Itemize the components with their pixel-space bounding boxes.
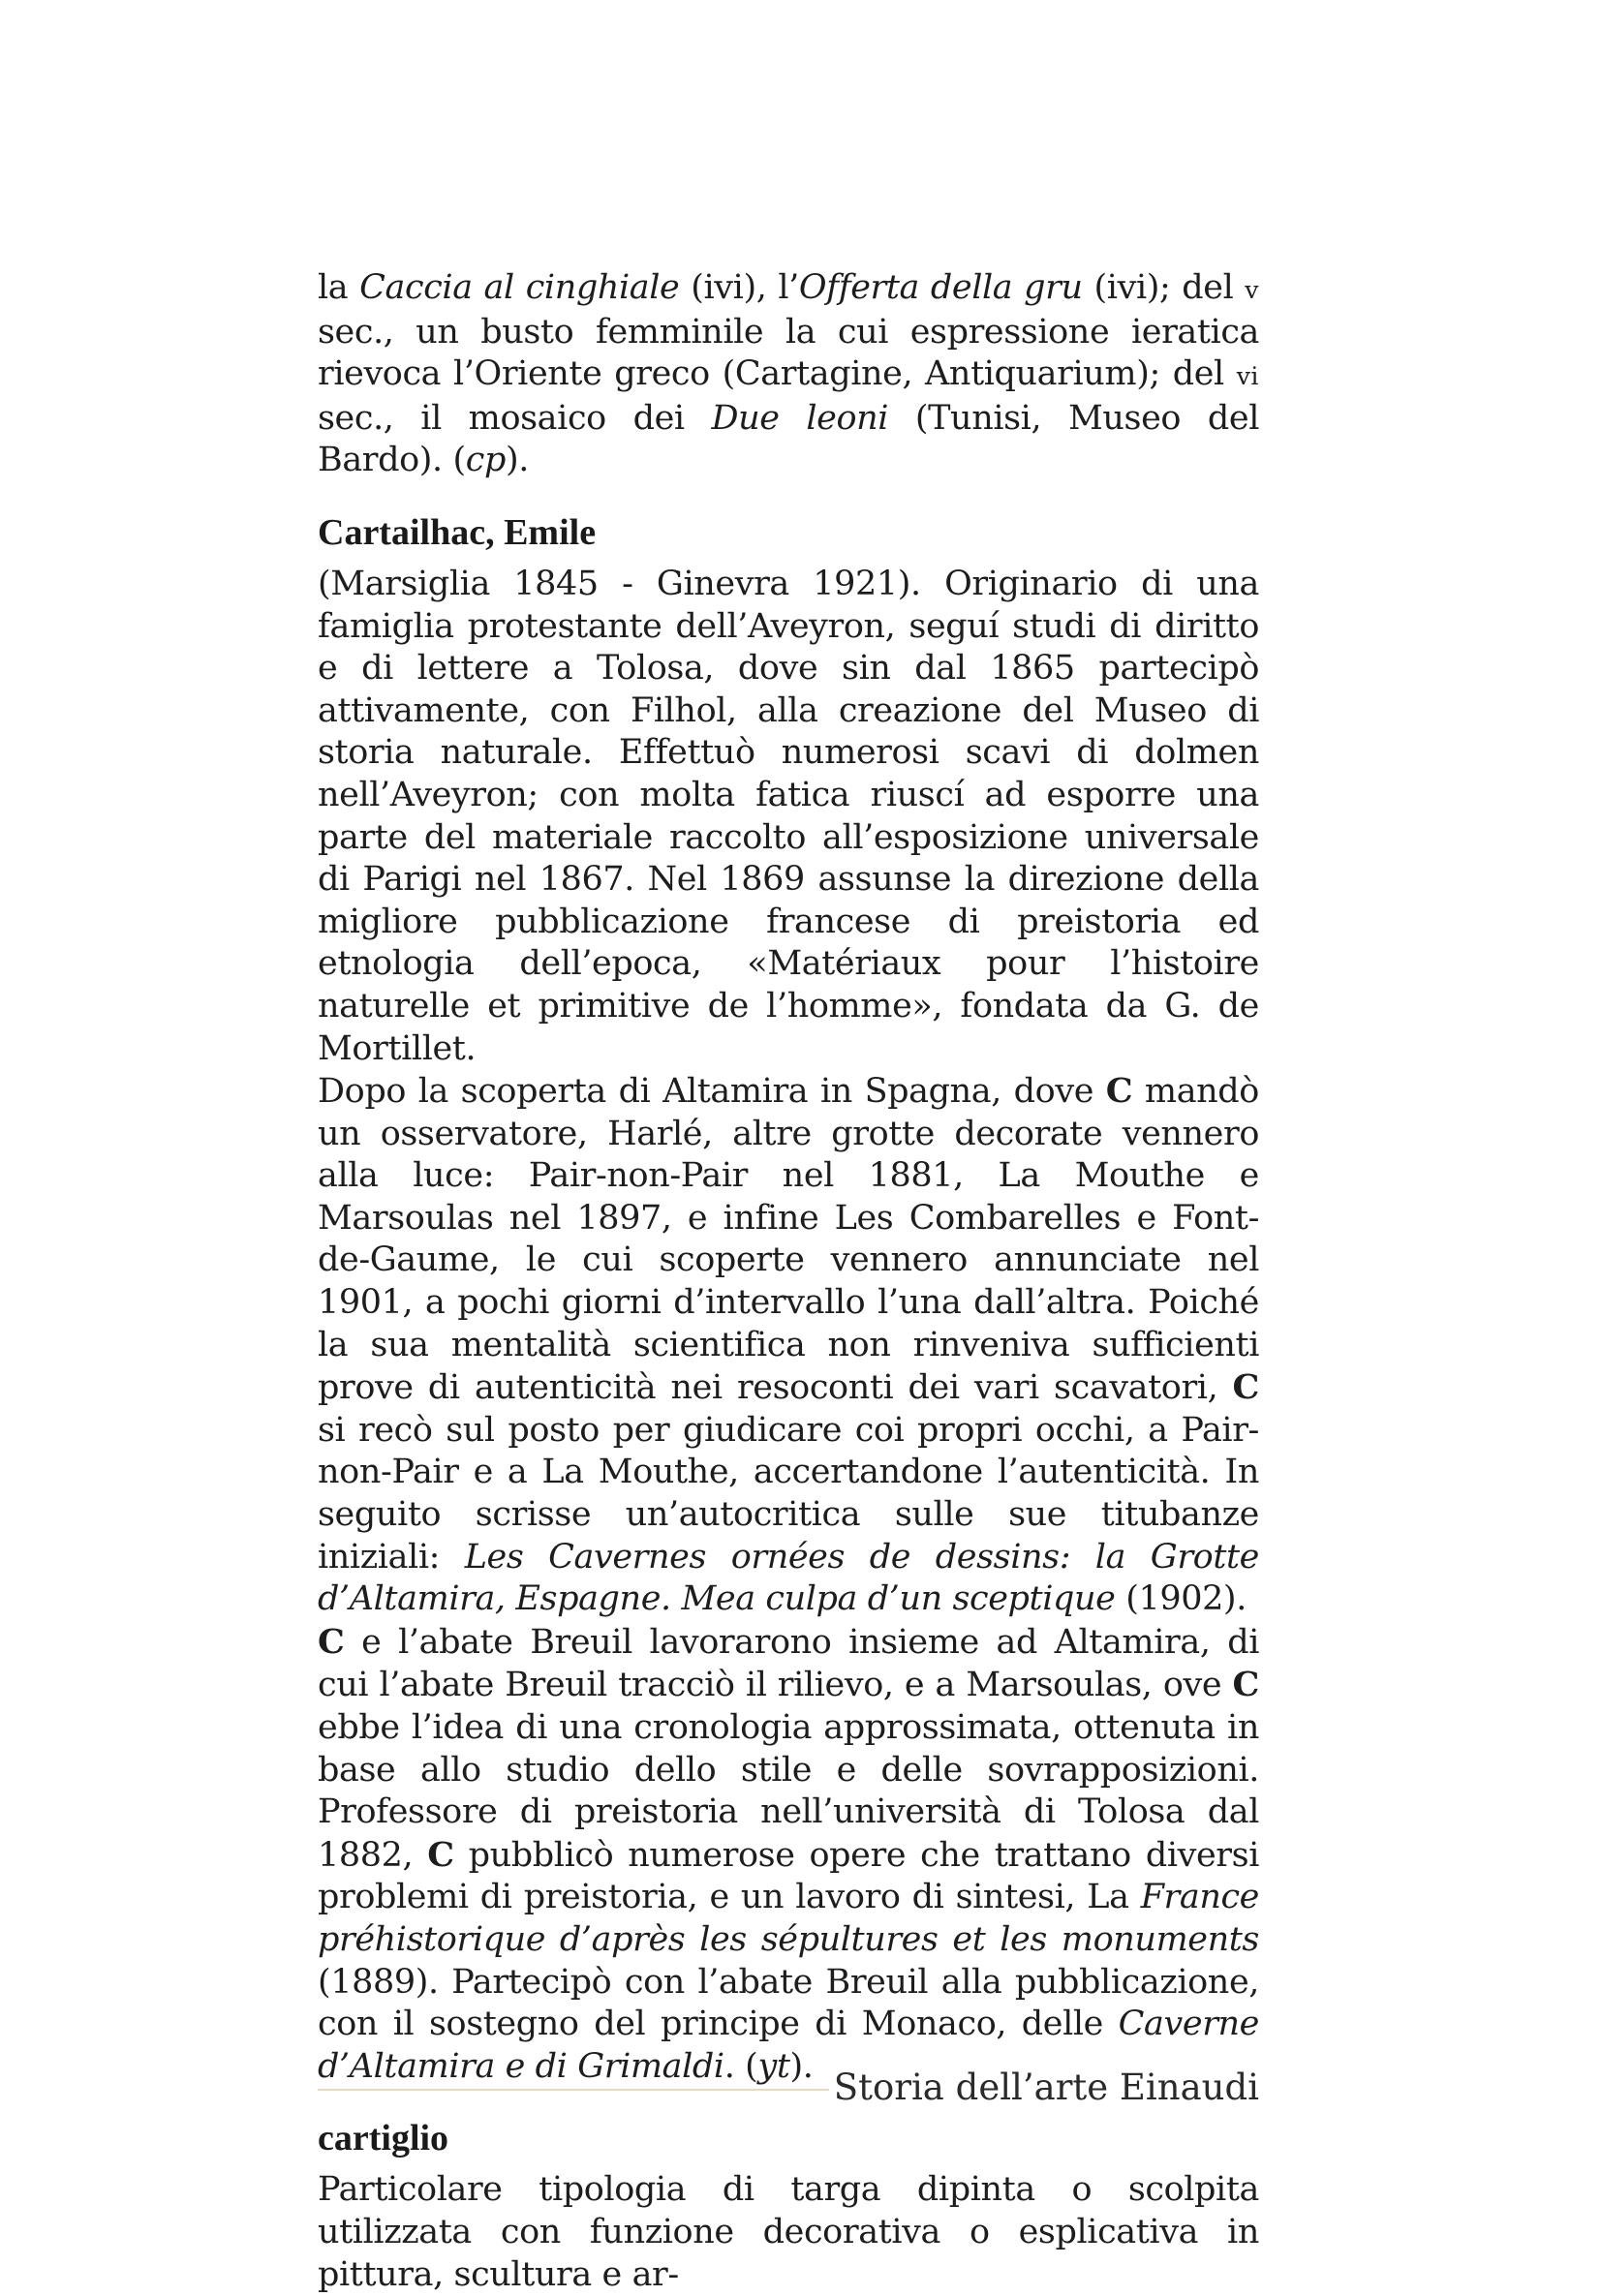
text-run: e l’abate Breuil lavorarono insieme ad Altamira, di cui l’abate Breuil tracciò il rilievo, e a Marsoulas, ove [318,1622,1259,1705]
entry-cartailhac-paragraph-1: (Marsiglia 1845 - Ginevra 1921). Originario di una famiglia protestante dell’Aveyron, seguí studi di diritto e di lettere a Tolosa, dove sin dal 1865 partecipò attivamente, con Filhol, alla creazione del Museo di storia naturale. Effettuò numerosi scavi di dolmen nell’Aveyron; con molta fatica riuscí ad esporre una parte del materiale raccolto all’esposizione universale di Parigi nel 1867. Nel 1869 assunse la direzione della migliore pubblicazione francese di preistoria ed etnologia dell’epoca, «Matériaux pour l’histoire naturelle et primitive de l’homme», fondata da G. de Mortillet. [318,564,1259,1068]
text-run: pubblicò numerose opere che trattano diversi problemi di preistoria, e un lavoro di sintesi, La [318,1835,1259,1917]
page-body [318,267,1259,2296]
century-numeral: v [1245,276,1259,304]
text-run: (Tunisi, Museo del Bardo). ( [318,398,1259,480]
text-run: ebbe l’idea di una cronologia approssimata, ottenuta in base allo studio dello stile e delle sovrapposizioni. Professore di preistoria nell’università di Tolosa dal 1882, [318,1708,1259,1875]
italic-title: Due leoni [711,398,889,438]
entry-heading-cartiglio: cartiglio [318,2118,449,2159]
entry-abbreviation: C [427,1834,454,1875]
author-initials: cp [465,441,506,480]
entry-heading-cartailhac: Cartailhac, Emile [318,511,597,553]
author-initials: yt [757,2046,790,2086]
italic-title: Caverne d’Altamira e di Grimaldi [318,2005,1259,2086]
text-run: ). [789,2046,814,2086]
text-run: Dopo la scoperta di Altamira in Spagna, dove [318,1072,1106,1112]
entry-abbreviation: C [1232,1367,1259,1408]
italic-title: Caccia al cinghiale [359,268,680,307]
text-run: ). [505,441,529,480]
entry-abbreviation: C [318,1621,345,1662]
text-run: (1889). Partecipò con l’abate Breuil alla pubblicazione, con il sostegno del principe di Monaco, delle [318,1962,1259,2044]
entry-cartailhac-paragraph-3 [318,1621,1259,2089]
entry-abbreviation: C [1105,1071,1133,1112]
text-run: sec., il mosaico dei [318,398,712,438]
entry-cartiglio-paragraph: Particolare tipologia di targa dipinta o scolpita utilizzata con funzione decorativa o esplicativa in pittura, scultura e ar- [318,2170,1259,2294]
entry-cartailhac-paragraph-2 [318,1070,1259,1621]
italic-title: France préhistorique d’après les sépultures et les monuments [318,1878,1259,1959]
text-run: . ( [724,2046,758,2086]
text-run: sec., un busto femminile la cui espressione ieratica rievoca l’Oriente greco (Cartagine, Antiquarium); del [318,312,1259,394]
footer-publication-title: Storia dell’arte Einaudi [833,2066,1259,2108]
entry-abbreviation: C [1232,1665,1259,1705]
text-run: (ivi), l’ [679,268,799,307]
footer-divider [318,2089,829,2091]
text-run: la [318,268,360,307]
text-run: mandò un osservatore, Harlé, altre grotte decorate vennero alla luce: Pair-non-Pair nel 1881, La Mouthe e Marsoulas nel 1897, e infine Les Combarelles e Font-de-Gaume, le cui scoperte vennero annunciate nel 1901, a pochi giorni d’intervallo l’una dall’altra. Poiché la sua mentalità scientifica non rinveniva sufficienti prove di autenticità nei resoconti dei vari scavatori, [318,1072,1259,1408]
text-run: (1902). [1115,1579,1247,1619]
century-numeral: vi [1236,362,1259,391]
italic-title: Les Cavernes ornées de dessins: la Grotte d’Altamira, Espagne. Mea culpa d’un sceptique [318,1537,1259,1619]
italic-title: Offerta della gru [798,268,1083,307]
page-footer [318,2065,1259,2113]
text-run: (ivi); del [1082,268,1246,307]
entry-caccia-paragraph [318,267,1259,482]
text-run: si recò sul posto per giudicare coi propri occhi, a Pair-non-Pair e a La Mouthe, accertandone l’autenticità. In seguito scrisse un’autocritica sulle sue titubanze iniziali: [318,1410,1259,1577]
